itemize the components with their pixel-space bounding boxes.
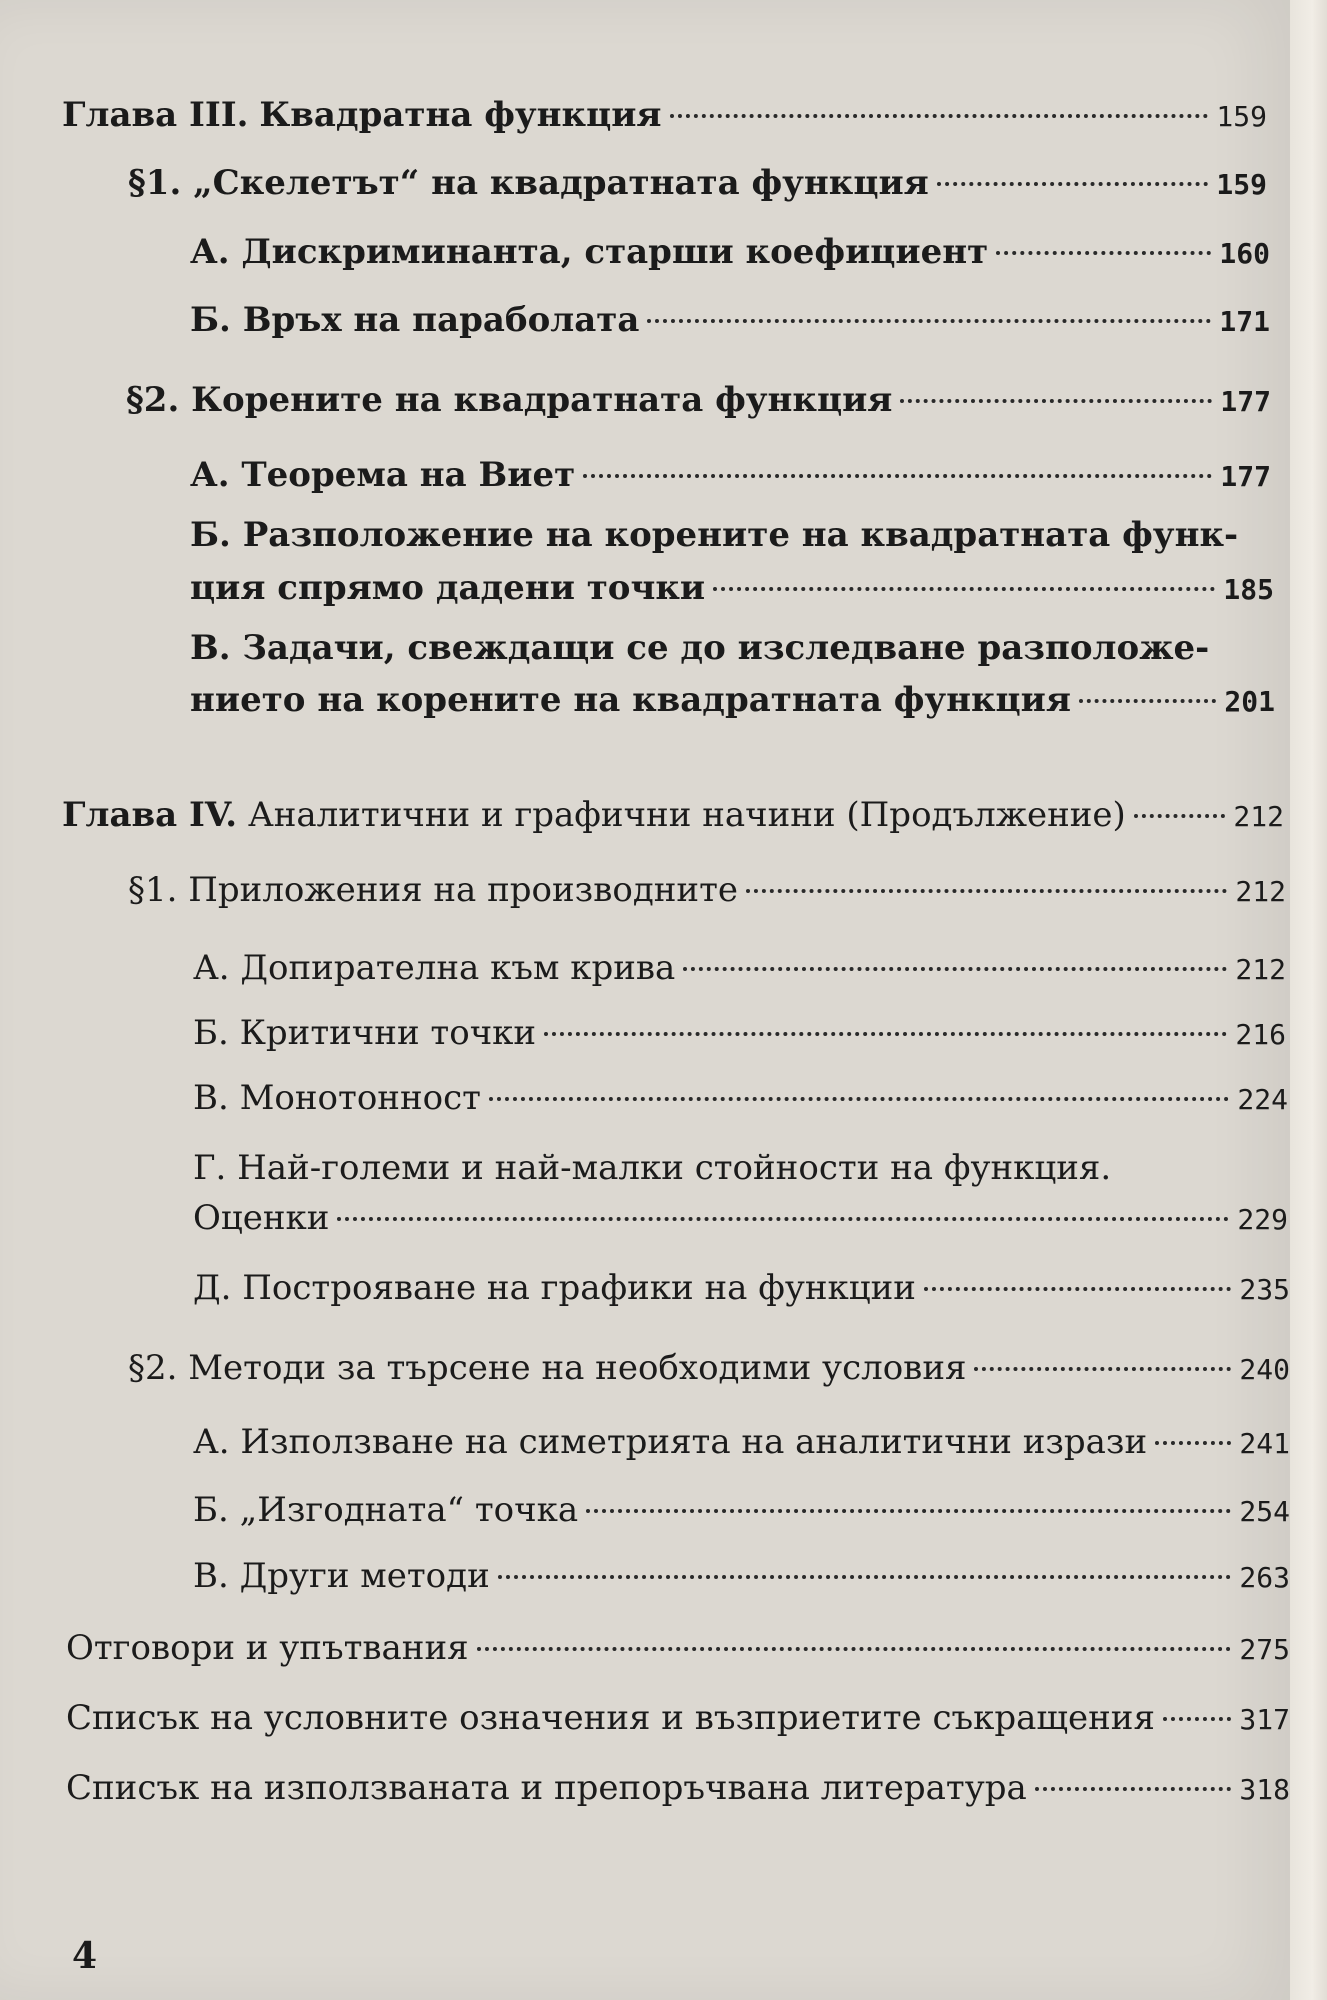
page-ref: 171 [1219,305,1270,338]
dot-leader [900,399,1212,403]
page-ref: 241 [1239,1427,1290,1460]
subsection-title-line-1: Б. Разположение на корените на квадратната функ- [190,515,1239,555]
page-ref: 235 [1239,1273,1290,1306]
dot-leader [544,1032,1227,1036]
subsection-title: В. Други методи [193,1556,490,1596]
page-ref: 185 [1223,573,1274,606]
page-ref: 240 [1239,1353,1290,1386]
toc-subsection [190,455,1271,495]
page-ref: 212 [1235,953,1286,986]
toc-subsection [190,680,1275,720]
page-ref: 263 [1239,1561,1290,1594]
chapter-title: Аналитични и графични начини (Продължение) [247,795,1126,835]
dot-leader [1079,699,1216,703]
toc-chapter-3 [62,95,1267,135]
subsection-title-line-2: Оценки [193,1198,330,1238]
dot-leader [583,474,1212,478]
toc-subsection [190,300,1270,340]
page-ref: 177 [1220,460,1271,493]
dot-leader [498,1575,1232,1579]
page-number: 4 [72,1935,98,1977]
entry-title: Отговори и упътвания [66,1628,469,1668]
toc-back-matter [66,1698,1290,1738]
dot-leader [586,1509,1231,1513]
subsection-title-line-2: ция спрямо дадени точки [190,568,706,608]
page-ref: 177 [1220,385,1271,418]
page-ref: 318 [1239,1773,1290,1806]
dot-leader [477,1647,1232,1651]
toc-section [128,870,1286,910]
subsection-title-line-2: нието на корените на квадратната функция [190,680,1072,720]
toc-subsection [190,232,1270,272]
toc-section [128,1348,1290,1388]
subsection-title: А. Теорема на Виет [190,455,576,495]
dot-leader [683,967,1227,971]
toc-subsection [193,1490,1290,1530]
entry-title: Списък на използваната и препоръчвана литература [66,1768,1027,1808]
toc-subsection [193,1422,1290,1462]
subsection-title-line-1: В. Задачи, свеждащи се до изследване разположе- [190,628,1210,668]
dot-leader [746,889,1227,893]
toc-subsection [190,568,1274,608]
section-title: §1. „Скелетът“ на квадратната функция [128,163,929,203]
dot-leader [1155,1441,1231,1445]
dot-leader [670,114,1209,118]
section-title: §2. Методи за търсене на необходими условия [128,1348,967,1388]
section-title: §1. Приложения на производните [128,870,739,910]
subsection-title: А. Използване на симетрията на аналитични изрази [193,1422,1148,1462]
page-ref: 254 [1239,1495,1290,1528]
entry-title: Списък на условните означения и възприетите съкращения [66,1698,1155,1738]
dot-leader [647,319,1211,323]
dot-leader [974,1367,1231,1371]
dot-leader [1134,814,1226,818]
toc-subsection [193,1078,1288,1118]
dot-leader [489,1097,1229,1101]
subsection-title: Б. Критични точки [193,1013,537,1053]
subsection-title: А. Допирателна към крива [193,948,676,988]
page-ref: 212 [1235,875,1286,908]
page-ref: 201 [1224,685,1275,718]
dot-leader [937,182,1209,186]
page-ref: 224 [1237,1083,1288,1116]
toc-subsection [193,1013,1286,1053]
toc-back-matter [66,1628,1290,1668]
toc-subsection [193,1198,1288,1238]
subsection-title: Б. Връх на параболата [190,300,640,340]
subsection-title: Д. Построяване на графики на функции [193,1268,916,1308]
toc-chapter-4 [62,795,1284,835]
toc-section [128,163,1267,203]
section-title: §2. Корените на квадратната функция [126,380,893,420]
page-ref: 216 [1235,1018,1286,1051]
dot-leader [924,1287,1231,1291]
subsection-title: Б. „Изгодната“ точка [193,1490,579,1530]
dot-leader [996,251,1211,255]
toc-back-matter [66,1768,1290,1808]
toc-section [126,380,1271,420]
toc-subsection [193,1268,1290,1308]
toc-subsection [193,1556,1290,1596]
chapter-title: Квадратна функция [259,95,662,135]
chapter-label: Глава III. [62,95,249,135]
page-ref: 275 [1239,1633,1290,1666]
page-ref: 317 [1239,1703,1290,1736]
page-ref: 159 [1216,100,1267,133]
page-ref: 159 [1216,168,1267,201]
subsection-title: А. Дискриминанта, старши коефициент [190,232,989,272]
dot-leader [1163,1717,1232,1721]
dot-leader [713,587,1215,591]
subsection-title-line-1: Г. Най-големи и най-малки стойности на функция. [193,1148,1112,1188]
dot-leader [1035,1787,1232,1791]
chapter-label: Глава IV. [62,795,238,835]
toc-subsection [193,948,1286,988]
dot-leader [337,1217,1229,1221]
page-ref: 212 [1233,800,1284,833]
page-ref: 160 [1219,237,1270,270]
page-ref: 229 [1237,1203,1288,1236]
subsection-title: В. Монотонност [193,1078,481,1118]
